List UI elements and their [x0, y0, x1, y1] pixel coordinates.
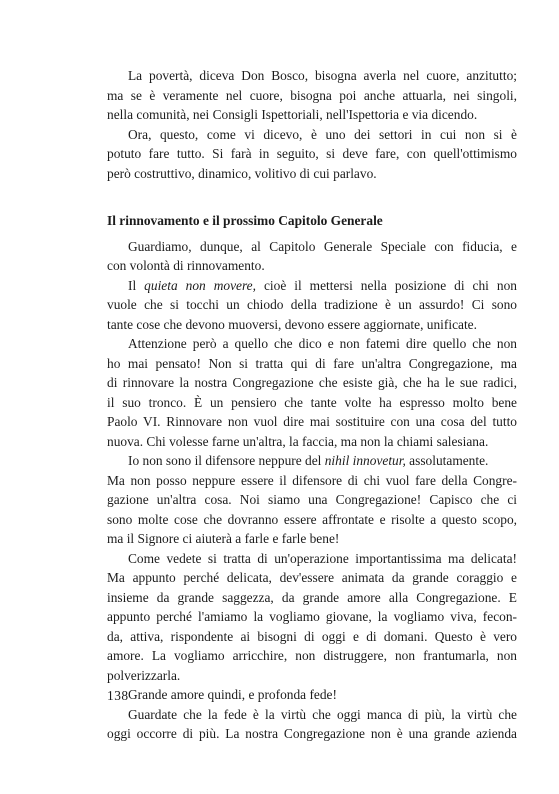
- latin-phrase: quieta non movere,: [144, 277, 256, 293]
- paragraph: [107, 685, 517, 705]
- text-line: vuole che si tocchi un chiodo della tradizione è un assurdo! Ci sono: [107, 297, 517, 312]
- text-line: però costruttivo, dinamico, volitivo di cui parlavo.: [107, 165, 377, 181]
- text-line: potuto fare tutto. Si farà in seguito, si deve fare, con quell'ottimismo: [107, 146, 517, 161]
- paragraph: [107, 451, 517, 549]
- text-line: Come vedete si tratta di un'operazione importantissima ma delicata!: [128, 550, 517, 566]
- section-heading: Il rinnovamento e il prossimo Capitolo Generale: [107, 213, 383, 228]
- latin-phrase: nihil innovetur,: [324, 453, 406, 468]
- text-line: [107, 276, 517, 296]
- paragraph: [107, 705, 517, 744]
- text-line: Paolo VI. Rinnovare non vuol dire mai sostituire con una cosa del tutto: [107, 414, 517, 429]
- text-line: Ma appunto perché delicata, dev'essere animata da grande coraggio e: [107, 570, 517, 585]
- paragraph: [107, 549, 517, 686]
- page-body: [107, 66, 517, 744]
- text-line: appunto perché l'amiamo la vogliamo giovane, la vogliamo viva, fecon-: [107, 609, 517, 624]
- paragraph: [107, 66, 517, 125]
- text-line: Guardiamo, dunque, al Capitolo Generale Speciale con fiducia, e: [128, 238, 517, 254]
- page-number: 138: [107, 688, 129, 703]
- text-run: Io non sono il difensore neppure del: [128, 453, 325, 468]
- text-line: con volontà di rinnovamento.: [107, 258, 265, 273]
- text-line: polverizzarla.: [107, 667, 181, 683]
- text-line: sono molte cose che dovranno essere affrontate e risolte a questo scopo,: [107, 511, 517, 527]
- paragraph: [107, 334, 517, 451]
- text-line: Guardate che la fede è la virtù che oggi manca di più, la virtù che: [128, 706, 517, 722]
- text-line: gazione un'altra cosa. Noi siamo una Congregazione! Capisco che ci: [107, 492, 517, 507]
- text-run: assolutamente.: [405, 453, 489, 468]
- text-run: Il: [128, 277, 145, 293]
- text-line: oggi occorre di più. La nostra Congregazione non è una grande azienda: [107, 726, 517, 741]
- text-line: amore. La vogliamo arricchire, non distruggere, non frantumarla, non: [107, 648, 517, 663]
- text-line: di rinnovare la nostra Congregazione che esiste già, che ha le sue radici,: [107, 375, 517, 390]
- text-line: ma se è veramente nel cuore, bisogna poi anche attuarla, nei singoli,: [107, 87, 517, 103]
- text-line: tante cose che devono muoversi, devono essere aggiornate, unificate.: [107, 316, 477, 332]
- text-line: [107, 451, 517, 471]
- text-line: Grande amore quindi, e profonda fede!: [128, 687, 337, 702]
- text-line: Ma non posso neppure essere il difensore di chi vuol fare della Congre-: [107, 472, 517, 488]
- text-line: da, attiva, rispondente ai bisogni di oggi e di domani. Questo è vero: [107, 628, 517, 644]
- text-line: insieme da grande saggezza, da grande amore alla Congregazione. E: [107, 589, 517, 605]
- text-line: Ora, questo, come vi dicevo, è uno dei settori in cui non si è: [128, 126, 517, 142]
- paragraph: [107, 125, 517, 184]
- paragraph: [107, 276, 517, 335]
- text-line: nuova. Chi volesse farne un'altra, la faccia, ma non la chiami salesiana.: [107, 433, 489, 449]
- text-line: La povertà, diceva Don Bosco, bisogna averla nel cuore, anzitutto;: [128, 68, 517, 83]
- paragraph: [107, 237, 517, 276]
- text-line: Attenzione però a quello che dico e non fatemi dire quello che non: [128, 336, 517, 351]
- text-line: il suo tronco. È un pensiero che tante volte ha espresso molto bene: [107, 394, 517, 410]
- text-run: cioè il mettersi nella posizione di chi non: [255, 277, 517, 293]
- text-line: ma il Signore ci aiuterà a farle e farle bene!: [107, 531, 340, 546]
- text-line: nella comunità, nei Consigli Ispettoriali, nell'Ispettoria e via dicendo.: [107, 107, 478, 122]
- text-line: ho mai pensato! Non si tratta qui di fare un'altra Congregazione, ma: [107, 355, 517, 371]
